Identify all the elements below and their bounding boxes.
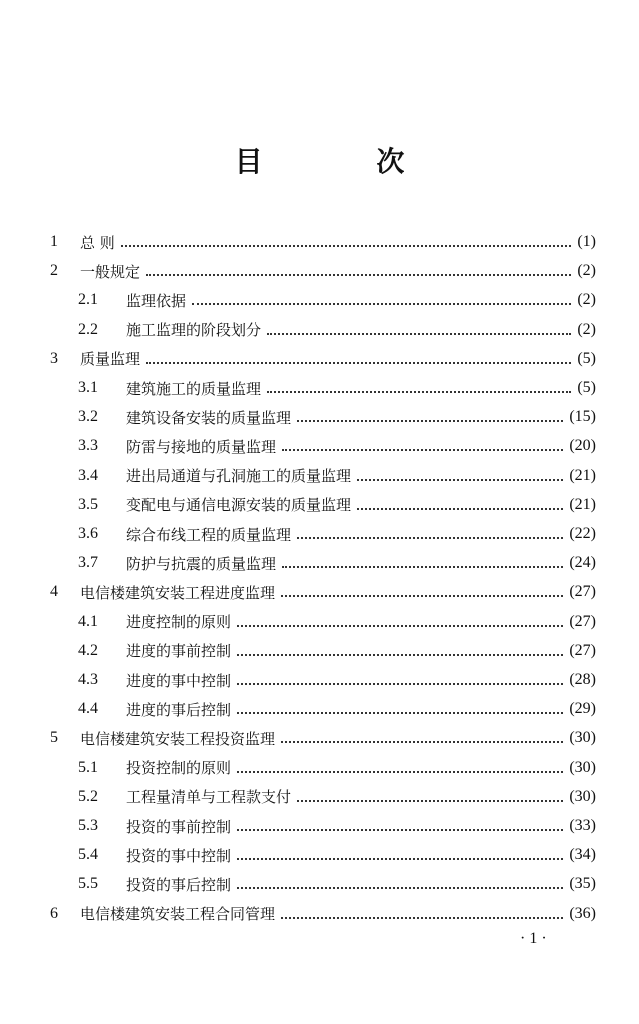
toc-entry-page: (36) — [569, 904, 596, 922]
toc-entry-page: (21) — [569, 495, 596, 513]
toc-leader-dots — [237, 683, 563, 685]
toc-entry — [78, 317, 596, 343]
toc-entry — [50, 901, 596, 927]
toc-entry — [78, 784, 596, 810]
toc-entry — [50, 579, 596, 605]
toc-entry — [78, 433, 596, 459]
toc-entry-page: (21) — [569, 466, 596, 484]
toc-entry-number: 2.2 — [78, 320, 98, 338]
toc-entry-label: 施工监理的阶段划分 — [126, 321, 262, 340]
toc-entry-label: 建筑施工的质量监理 — [126, 379, 262, 398]
toc-entry — [78, 521, 596, 547]
toc-leader-dots — [282, 449, 563, 451]
toc-entry — [50, 258, 596, 284]
toc-entry-page: (1) — [577, 233, 596, 250]
toc-leader-dots — [146, 362, 571, 364]
toc-leader-dots — [297, 800, 563, 802]
toc-leader-dots — [282, 566, 563, 568]
toc-entry — [78, 550, 596, 576]
toc-entry-number: 4 — [50, 583, 58, 601]
toc-entry-page: (15) — [569, 408, 596, 426]
toc-entry-label: 防护与抗震的质量监理 — [126, 554, 277, 573]
toc-entry-label: 总 则 — [80, 233, 115, 252]
toc-entry-page: (33) — [569, 817, 596, 834]
toc-entry-number: 5 — [50, 729, 58, 747]
toc-entry-page: (27) — [569, 641, 596, 659]
toc-entry-number: 5.4 — [78, 846, 98, 864]
toc-entry-number: 4.4 — [78, 700, 98, 718]
toc-entry — [78, 375, 596, 401]
toc-entry-label: 进度的事前控制 — [126, 642, 232, 661]
toc-entry-label: 进度的事后控制 — [126, 700, 232, 719]
toc-leader-dots — [357, 479, 563, 481]
toc-entry — [78, 609, 596, 635]
toc-entry-page: (35) — [569, 875, 596, 893]
toc-entry-label: 电信楼建筑安装工程进度监理 — [80, 583, 276, 602]
toc-entry-page: (5) — [577, 349, 596, 367]
toc-entry-label: 建筑设备安装的质量监理 — [126, 408, 292, 427]
toc-entry — [78, 813, 596, 839]
toc-leader-dots — [267, 391, 571, 393]
toc-entry-number: 6 — [50, 904, 58, 922]
toc-entry-label: 一般规定 — [80, 262, 141, 281]
toc-entry — [78, 638, 596, 664]
toc-entry-page: (30) — [569, 758, 596, 776]
toc-entry-page: (30) — [569, 787, 596, 805]
toc-entry-page: (29) — [569, 700, 596, 718]
toc-entry-number: 2 — [50, 262, 58, 280]
toc-entry-number: 2.1 — [78, 291, 98, 309]
toc-entry-label: 电信楼建筑安装工程合同管理 — [80, 905, 276, 924]
toc-entry-number: 3 — [50, 349, 58, 367]
toc-entry-number: 3.1 — [78, 379, 98, 396]
toc-entry — [50, 725, 596, 751]
toc-entry-label: 变配电与通信电源安装的质量监理 — [126, 496, 352, 515]
toc-leader-dots — [281, 595, 563, 597]
toc-entry-label: 监理依据 — [126, 291, 187, 310]
toc-entry-page: (24) — [569, 554, 596, 572]
toc-leader-dots — [237, 654, 563, 656]
toc-leader-dots — [297, 537, 563, 539]
toc-entry-number: 3.7 — [78, 554, 98, 572]
toc-entry — [78, 842, 596, 868]
toc-entry-page: (22) — [569, 525, 596, 542]
toc-entry-page: (2) — [577, 291, 596, 309]
toc-entry — [78, 492, 596, 518]
toc-entry-page: (5) — [577, 379, 596, 396]
page-title: 目 次 — [234, 145, 457, 178]
toc-entry-number: 5.1 — [78, 758, 98, 776]
toc-entry — [78, 287, 596, 313]
toc-entry-label: 质量监理 — [80, 350, 141, 369]
toc-leader-dots — [237, 829, 563, 831]
toc-entry-label: 投资的事前控制 — [126, 817, 232, 836]
toc-entry-page: (20) — [569, 437, 596, 455]
toc-entry-label: 进出局通道与孔洞施工的质量监理 — [126, 467, 352, 486]
toc-entry-label: 电信楼建筑安装工程投资监理 — [80, 729, 276, 748]
toc-entry-page: (34) — [569, 846, 596, 864]
toc-entry — [78, 696, 596, 722]
toc-entry — [78, 463, 596, 489]
toc-entry-number: 4.3 — [78, 671, 98, 688]
toc-leader-dots — [121, 245, 572, 247]
toc-leader-dots — [237, 858, 563, 860]
toc-leader-dots — [237, 887, 563, 889]
toc-entry-label: 投资的事中控制 — [126, 846, 232, 865]
toc-entry-number: 5.3 — [78, 817, 98, 834]
toc-entry — [78, 667, 596, 693]
toc-entry-page: (2) — [577, 320, 596, 338]
toc-entry — [78, 871, 596, 897]
toc-entry-number: 4.1 — [78, 612, 98, 630]
toc-entry-label: 投资控制的原则 — [126, 759, 232, 778]
toc-entry-page: (30) — [569, 729, 596, 747]
toc-leader-dots — [267, 333, 571, 335]
toc-entry-number: 3.2 — [78, 408, 98, 426]
toc-entry — [50, 346, 596, 372]
toc-leader-dots — [237, 625, 563, 627]
toc-entry-number: 3.5 — [78, 495, 98, 513]
toc-entry-number: 5.2 — [78, 787, 98, 805]
toc-entry-page: (2) — [577, 262, 596, 280]
toc-leader-dots — [297, 420, 563, 422]
toc-leader-dots — [146, 274, 571, 276]
toc-leader-dots — [237, 771, 563, 773]
toc-entry-number: 3.4 — [78, 466, 98, 484]
toc-leader-dots — [281, 741, 563, 743]
toc-entry — [78, 755, 596, 781]
toc-entry-page: (28) — [569, 671, 596, 688]
toc-entry-number: 4.2 — [78, 641, 98, 659]
toc-entry-label: 进度控制的原则 — [126, 613, 232, 632]
toc-leader-dots — [237, 712, 563, 714]
toc-entry-label: 综合布线工程的质量监理 — [126, 525, 292, 544]
toc-leader-dots — [357, 508, 563, 510]
toc-entry-label: 进度的事中控制 — [126, 671, 232, 690]
toc-entry-number: 1 — [50, 233, 58, 250]
toc-entry-number: 3.3 — [78, 437, 98, 455]
toc-entry — [50, 229, 596, 255]
toc-entry — [78, 404, 596, 430]
toc-entry-label: 防雷与接地的质量监理 — [126, 437, 277, 456]
toc-entry-label: 工程量清单与工程款支付 — [126, 788, 292, 807]
toc-entry-label: 投资的事后控制 — [126, 875, 232, 894]
toc-entry-page: (27) — [569, 583, 596, 601]
toc-leader-dots — [192, 303, 571, 305]
toc-entry-page: (27) — [569, 612, 596, 630]
toc-entry-number: 5.5 — [78, 875, 98, 893]
page-number-footer: · 1 · — [520, 930, 547, 947]
toc-leader-dots — [281, 917, 563, 919]
toc-entry-number: 3.6 — [78, 525, 98, 542]
